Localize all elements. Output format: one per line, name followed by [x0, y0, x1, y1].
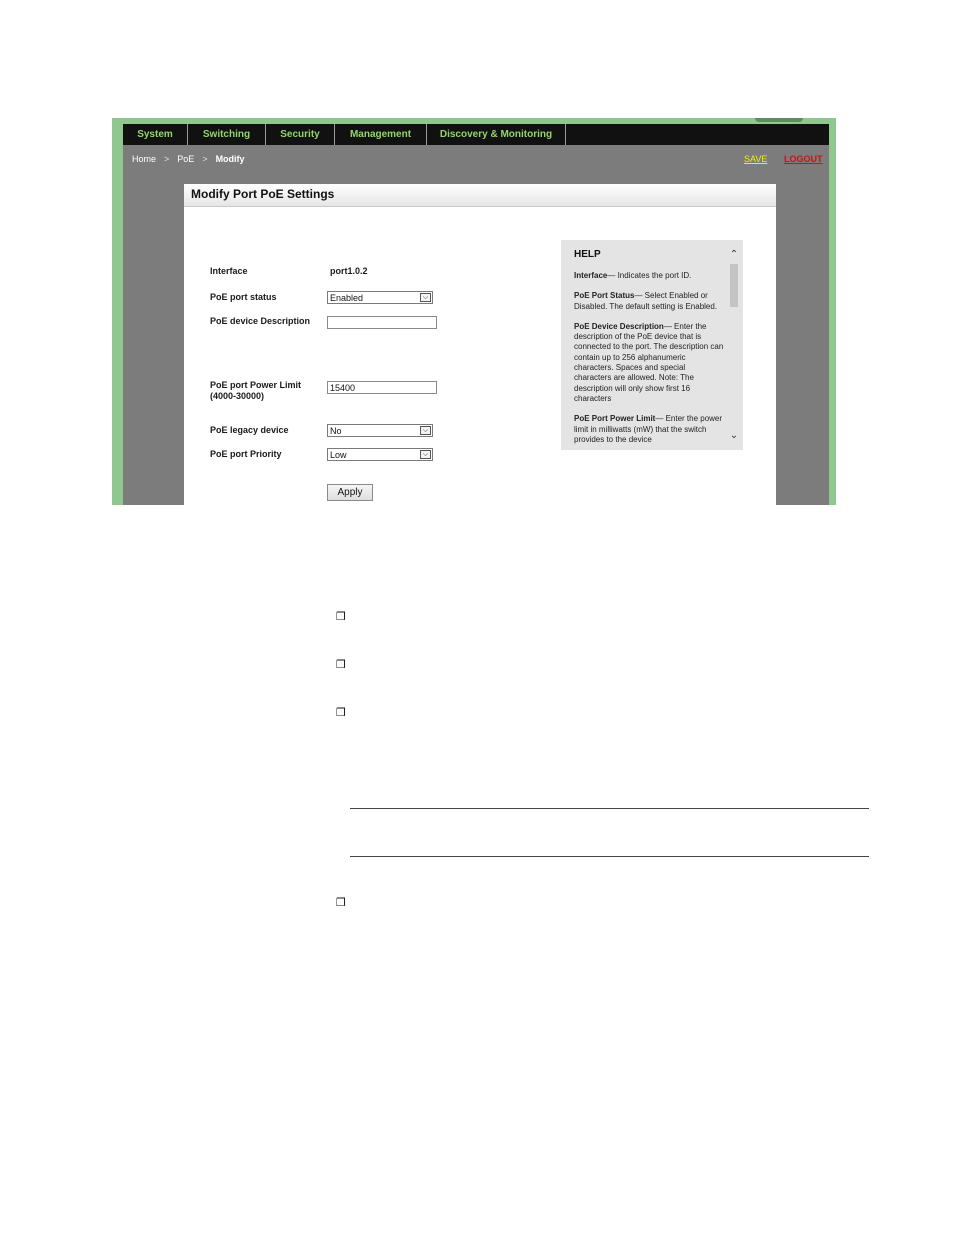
interface-label: Interface [210, 266, 248, 276]
help-text: — Select Enabled or Disabled. The default setting is Enabled. [574, 291, 718, 311]
poe-priority-select[interactable] [327, 448, 433, 461]
help-term: PoE Device Description [574, 321, 664, 331]
nav-security[interactable]: Security [266, 124, 335, 145]
help-term: PoE Port Power Limit [574, 414, 656, 424]
chevron-down-icon: ⌵ [420, 426, 431, 435]
window-tab-decoration [755, 118, 803, 122]
chevron-down-icon: ⌵ [420, 293, 431, 302]
breadcrumb-current: Modify [215, 154, 245, 164]
poe-power-label-text: PoE port Power Limit [210, 380, 302, 390]
note-rule-top [350, 808, 869, 809]
poe-legacy-label: PoE legacy device [210, 425, 289, 435]
poe-priority-value: Low [330, 449, 347, 460]
help-term: PoE Port Status [574, 291, 635, 301]
main-nav [123, 124, 829, 145]
help-text: — Enter the description of the PoE device that is connected to the port. The description can contain up to 256 alphanumeric characters. Spaces and special characters are allowed. Note: The description will only show first 16 characters [574, 321, 724, 403]
help-title: HELP [574, 249, 601, 260]
breadcrumb-separator: > [164, 154, 170, 164]
nav-system[interactable]: System [123, 124, 188, 145]
interface-value: port1.0.2 [330, 266, 368, 276]
breadcrumb [132, 154, 245, 164]
apply-button[interactable]: Apply [327, 484, 373, 501]
save-link[interactable]: SAVE [744, 154, 768, 164]
nav-discovery-monitoring[interactable]: Discovery & Monitoring [427, 124, 566, 145]
help-item [574, 414, 724, 445]
poe-status-select[interactable] [327, 291, 433, 304]
breadcrumb-separator: > [202, 154, 208, 164]
help-item [574, 271, 724, 281]
help-box [561, 240, 743, 450]
help-term: Interface [574, 271, 608, 280]
page-title: Modify Port PoE Settings [191, 187, 335, 201]
checkbox-bullet-icon: ❒ [336, 897, 346, 909]
poe-priority-label: PoE port Priority [210, 449, 282, 459]
chevron-up-icon[interactable]: ⌃ [729, 248, 739, 260]
chevron-down-icon[interactable]: ⌄ [729, 429, 739, 441]
poe-power-label [210, 380, 301, 402]
checkbox-bullet-icon: ❒ [336, 611, 346, 623]
poe-description-input[interactable] [327, 316, 437, 329]
nav-switching[interactable]: Switching [188, 124, 266, 145]
poe-status-label: PoE port status [210, 292, 277, 302]
help-item [574, 291, 724, 312]
chevron-down-icon: ⌵ [420, 450, 431, 459]
breadcrumb-poe[interactable]: PoE [177, 154, 195, 164]
poe-power-limit-input[interactable]: 15400 [327, 381, 437, 394]
help-item [574, 322, 724, 404]
note-rule-bottom [350, 856, 869, 857]
poe-power-range: (4000-30000) [210, 391, 265, 401]
poe-legacy-value: No [330, 425, 342, 436]
nav-management[interactable]: Management [335, 124, 427, 145]
checkbox-bullet-icon: ❒ [336, 707, 346, 719]
web-gui [123, 124, 829, 505]
help-content [574, 271, 724, 450]
help-text: — Enter the power limit in milliwatts (mW) that the switch provides to the device [574, 414, 723, 444]
panel-header [184, 184, 776, 207]
settings-panel [184, 184, 776, 505]
poe-status-value: Enabled [330, 292, 364, 303]
screenshot-frame [112, 118, 836, 505]
checkbox-bullet-icon: ❒ [336, 659, 346, 671]
help-scrollbar-thumb[interactable] [730, 264, 738, 307]
logout-link[interactable]: LOGOUT [784, 154, 823, 164]
breadcrumb-home[interactable]: Home [132, 154, 157, 164]
help-text: — Indicates the port ID. [607, 271, 692, 280]
poe-legacy-select[interactable] [327, 424, 433, 437]
poe-description-label: PoE device Description [210, 316, 311, 326]
